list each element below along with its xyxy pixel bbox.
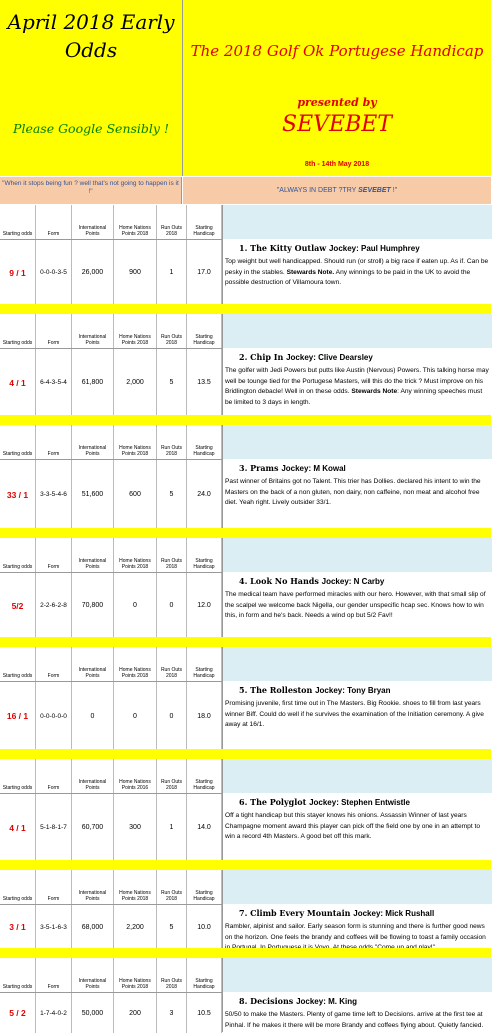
notes-text: Off a tight handicap but this stayer knows his onions. Assassin Winner of last years Champagne moment award this player can pick off the field one by one in an attempt to win a record 4th Masters. A good bet off this mark. xyxy=(225,812,480,840)
runner-name: Decisions xyxy=(250,996,297,1006)
runner-title xyxy=(225,992,489,1006)
notes-text: Top weight but well handicapped. Should run (or stroll) a big race if eaten up. As if. Can be pesky in the stables. xyxy=(225,258,489,276)
header-fill xyxy=(222,870,492,904)
column-header-row xyxy=(0,647,222,681)
column-header: Starting odds xyxy=(0,425,36,459)
runner-block xyxy=(0,314,491,425)
column-header: Home Nations Points 2018 xyxy=(114,425,157,459)
runner-name: Chip In xyxy=(250,352,287,362)
notes-text: The golfer with Jedi Powers but putts like Austin (Nervous) Powers. This talking horse may well be tounge tied for the Portugese Masters, will this do the trick ? Must improve on his Bridlington debacle! Well in on these odds. xyxy=(225,367,489,395)
column-header: Starting Handicap xyxy=(187,425,222,459)
stat-intl: 26,000 xyxy=(72,240,114,305)
column-header: Starting Handicap xyxy=(187,314,222,348)
runner-name: Prams xyxy=(250,463,282,473)
stat-form: 6-4-3-5-4 xyxy=(36,349,72,416)
stat-home: 0 xyxy=(114,682,157,750)
presented-by: presented by xyxy=(297,96,377,109)
stat-intl: 60,700 xyxy=(72,794,114,861)
runner-number: 6. xyxy=(239,797,251,807)
column-header: Starting Handicap xyxy=(187,538,222,572)
column-header: Home Nations Points 2016 xyxy=(114,759,157,793)
runner-title xyxy=(225,793,489,807)
notes-bold: Stewards Note. xyxy=(286,268,335,276)
header-fill xyxy=(222,425,492,459)
stat-home: 900 xyxy=(114,240,157,305)
stat-form: 5-1-8-1-7 xyxy=(36,794,72,861)
stat-home: 200 xyxy=(114,993,157,1033)
quote-left: "When it stops being fun ? well that's not going to happen is it !" xyxy=(0,177,182,204)
header-fill xyxy=(222,538,492,572)
runner-jockey: Jockey: Stephen Entwistle xyxy=(309,798,410,807)
stat-hcap: 13.5 xyxy=(187,349,222,416)
column-header-row xyxy=(0,759,222,793)
stat-hcap: 10.5 xyxy=(187,993,222,1033)
stat-runouts: 1 xyxy=(157,240,187,305)
header-fill xyxy=(222,205,492,239)
runner-title xyxy=(225,239,489,253)
stat-intl: 61,800 xyxy=(72,349,114,416)
notes-bold: Stewards Note xyxy=(351,388,398,395)
runner-number: 2. xyxy=(239,352,251,362)
runner-jockey: Jockey: Tony Bryan xyxy=(315,686,391,695)
runner-notes xyxy=(225,366,489,408)
header-right-panel xyxy=(183,0,491,176)
stat-runouts: 0 xyxy=(157,573,187,638)
column-header: International Points xyxy=(72,314,114,348)
column-header: Starting Handicap xyxy=(187,759,222,793)
runner-name: The Rolleston xyxy=(250,685,316,695)
runner-block xyxy=(0,425,491,538)
column-header: Starting Handicap xyxy=(187,205,222,239)
runner-notes xyxy=(225,590,489,622)
header-fill xyxy=(222,647,492,681)
column-header-row xyxy=(0,205,222,239)
runner-stats-row xyxy=(0,681,222,750)
runner-notes xyxy=(225,477,489,509)
notes-text: The medical team have performed miracles with our hero. However, with that small slip of the scalpel we welcome back Nigella, our gender unspecific hcap sec. Knows how to win this, in form and he's back. Needs a wind op but 5/2 Fav!! xyxy=(225,591,486,619)
runner-jockey: Jockey: Paul Humphrey xyxy=(328,244,420,253)
runner-name: The Kitty Outlaw xyxy=(250,243,329,253)
stat-home: 2,000 xyxy=(114,349,157,416)
column-header: Starting odds xyxy=(0,538,36,572)
column-header: Home Nations Points 2018 xyxy=(114,538,157,572)
header-fill xyxy=(222,314,492,348)
separator-strip xyxy=(0,528,491,538)
column-header-row xyxy=(0,870,222,904)
stat-home: 0 xyxy=(114,573,157,638)
column-header: International Points xyxy=(72,205,114,239)
runner-description xyxy=(222,572,491,637)
column-header: Form xyxy=(36,759,72,793)
column-header: Run Outs 2018 xyxy=(157,314,187,348)
column-header: Run Outs 2018 xyxy=(157,759,187,793)
stat-runouts: 3 xyxy=(157,993,187,1033)
column-header-row xyxy=(0,538,222,572)
stat-form: 3-3-5-4-6 xyxy=(36,460,72,529)
runner-jockey: Jockey: N Carby xyxy=(321,577,385,586)
column-header: International Points xyxy=(72,647,114,681)
stat-form: 1-7-4-0-2 xyxy=(36,993,72,1033)
stat-home: 600 xyxy=(114,460,157,529)
runner-name: Look No Hands xyxy=(250,576,322,586)
stat-form: 3-5-1-6-3 xyxy=(36,905,72,949)
column-header: International Points xyxy=(72,759,114,793)
runner-jockey: Jockey: Clive Dearsley xyxy=(286,353,373,362)
stat-home: 2,200 xyxy=(114,905,157,949)
header-left-panel xyxy=(0,0,183,176)
runner-name: The Polyglot xyxy=(250,797,310,807)
runner-description xyxy=(222,681,491,749)
runner-description xyxy=(222,239,491,304)
notes-text: 50/50 to make the Masters. Plenty of game time left to Decisions. arrive at the first tee at Pinhal. If he makes it there will be more Brandy and coffees flying about. Quietly fancied. xyxy=(225,1011,484,1029)
stat-intl: 51,600 xyxy=(72,460,114,529)
quote-right xyxy=(183,177,491,204)
stat-intl: 50,000 xyxy=(72,993,114,1033)
column-header: International Points xyxy=(72,538,114,572)
column-header-row xyxy=(0,425,222,459)
column-header: Starting odds xyxy=(0,958,36,992)
runner-title xyxy=(225,348,489,362)
notes-text: Promising juvenile, first time out in The Masters. Big Rookie. shoes to fill from last years winner Biff. Could do well if he survives the examination of the Initiation ceremony. A give away at 16/1. xyxy=(225,700,484,728)
runner-stats-row xyxy=(0,239,222,305)
separator-strip xyxy=(0,948,491,958)
quote-right-pre: "ALWAYS IN DEBT ?TRY xyxy=(276,187,359,194)
runner-stats-row xyxy=(0,904,222,949)
runner-notes xyxy=(225,257,489,289)
runner-description xyxy=(222,793,491,860)
runner-block xyxy=(0,647,491,759)
runner-notes xyxy=(225,811,489,843)
stat-intl: 0 xyxy=(72,682,114,750)
runner-block xyxy=(0,958,491,1029)
runner-jockey: Jockey: M. King xyxy=(296,997,357,1006)
column-header: International Points xyxy=(72,870,114,904)
event-dates: 8th - 14th May 2018 xyxy=(304,161,370,168)
stat-home: 300 xyxy=(114,794,157,861)
column-header: Form xyxy=(36,314,72,348)
column-header: Starting odds xyxy=(0,870,36,904)
stat-odds: 3 / 1 xyxy=(0,905,36,949)
runner-number: 5. xyxy=(239,685,251,695)
column-header: Run Outs 2018 xyxy=(157,425,187,459)
separator-strip xyxy=(0,637,491,647)
stat-runouts: 5 xyxy=(157,905,187,949)
column-header: Form xyxy=(36,870,72,904)
notes-tail: Any winnings to be paid in the UK to avoid the possible destruction of Villamoura town. xyxy=(225,268,471,286)
stat-odds: 5/2 xyxy=(0,573,36,638)
runner-jockey: Jockey: M Kowal xyxy=(281,464,346,473)
column-header: Form xyxy=(36,958,72,992)
runner-stats-row xyxy=(0,992,222,1033)
runner-stats-row xyxy=(0,572,222,638)
column-header: Starting odds xyxy=(0,759,36,793)
runner-stats-row xyxy=(0,348,222,416)
stat-hcap: 24.0 xyxy=(187,460,222,529)
runner-stats-row xyxy=(0,459,222,529)
column-header: Starting odds xyxy=(0,647,36,681)
runner-number: 4. xyxy=(239,576,251,586)
stat-form: 0-0-0-0-0 xyxy=(36,682,72,750)
column-header-row xyxy=(0,314,222,348)
stat-runouts: 5 xyxy=(157,349,187,416)
stat-runouts: 5 xyxy=(157,460,187,529)
column-header-row xyxy=(0,958,222,992)
stat-intl: 70,800 xyxy=(72,573,114,638)
stat-hcap: 10.0 xyxy=(187,905,222,949)
runner-title xyxy=(225,572,489,586)
stat-form: 2-2-6-2-8 xyxy=(36,573,72,638)
column-header: Home Nations Points 2018 xyxy=(114,958,157,992)
runner-number: 1. xyxy=(239,243,251,253)
stat-form: 0-0-0-3-5 xyxy=(36,240,72,305)
column-header: Run Outs 2018 xyxy=(157,647,187,681)
stat-odds: 33 / 1 xyxy=(0,460,36,529)
column-header: Form xyxy=(36,647,72,681)
runner-block xyxy=(0,538,491,647)
header-fill xyxy=(222,958,492,992)
header-fill xyxy=(222,759,492,793)
column-header: Form xyxy=(36,425,72,459)
runner-block xyxy=(0,870,491,958)
sponsor-name: SEVEBET xyxy=(282,112,392,137)
runner-number: 7. xyxy=(239,908,251,918)
stat-runouts: 1 xyxy=(157,794,187,861)
column-header: Home Nations Points 2018 xyxy=(114,205,157,239)
quote-right-brand: SEVEBET xyxy=(358,187,391,194)
column-header: Starting Handicap xyxy=(187,958,222,992)
runner-number: 8. xyxy=(239,996,251,1006)
column-header: Starting odds xyxy=(0,314,36,348)
google-note: Please Google Sensibly ! xyxy=(13,121,169,136)
column-header: Starting odds xyxy=(0,205,36,239)
stat-hcap: 18.0 xyxy=(187,682,222,750)
column-header: Starting Handicap xyxy=(187,870,222,904)
stat-odds: 5 / 2 xyxy=(0,993,36,1033)
runner-description xyxy=(222,459,491,528)
column-header: Home Nations Points 2018 xyxy=(114,870,157,904)
stat-odds: 4 / 1 xyxy=(0,349,36,416)
column-header: Home Nations Points 2018 xyxy=(114,647,157,681)
runner-block xyxy=(0,759,491,870)
notes-tail: : Any winning speeches must be limited to 3 days in length. xyxy=(225,388,483,406)
notes-text: Past winner of Britains got no Talent. This trier has Dollies. declared his intent to win the Masters on the back of a non gluten, non dairy, non caffeine, non meat and alcohol free diet. Yeah right. Lively outsider 33/1. xyxy=(225,478,481,506)
stat-intl: 68,000 xyxy=(72,905,114,949)
column-header: Form xyxy=(36,538,72,572)
runner-number: 3. xyxy=(239,463,251,473)
runner-description xyxy=(222,904,491,948)
separator-strip xyxy=(0,304,491,314)
runner-stats-row xyxy=(0,793,222,861)
runner-notes xyxy=(225,699,489,731)
stat-runouts: 0 xyxy=(157,682,187,750)
column-header: Starting Handicap xyxy=(187,647,222,681)
column-header: Home Nations Points 2018 xyxy=(114,314,157,348)
runner-description xyxy=(222,348,491,415)
runner-block xyxy=(0,205,491,314)
stat-odds: 9 / 1 xyxy=(0,240,36,305)
column-header: Run Outs 2018 xyxy=(157,205,187,239)
sheet-title: April 2018 Early Odds xyxy=(7,10,175,62)
separator-strip xyxy=(0,415,491,425)
separator-strip xyxy=(0,860,491,870)
column-header: International Points xyxy=(72,958,114,992)
event-title: The 2018 Golf Ok Portugese Handicap xyxy=(190,42,484,60)
stat-odds: 16 / 1 xyxy=(0,682,36,750)
notes-text: Rambler, alpinist and sailor. Early season form is stunning and there is further good news on the horizon. One feels the brandy and coffees will be flowing to toast a family occasion xyxy=(225,923,486,941)
separator-strip xyxy=(0,749,491,759)
stat-odds: 4 / 1 xyxy=(0,794,36,861)
column-header: Form xyxy=(36,205,72,239)
runner-jockey: Jockey: Mick Rushall xyxy=(353,909,435,918)
runner-title xyxy=(225,904,489,918)
column-header: International Points xyxy=(72,425,114,459)
stat-hcap: 17.0 xyxy=(187,240,222,305)
runner-notes xyxy=(225,1010,489,1031)
column-header: Run Outs 2018 xyxy=(157,870,187,904)
column-header: Run Outs 2018 xyxy=(157,958,187,992)
runner-title xyxy=(225,681,489,695)
stat-hcap: 14.0 xyxy=(187,794,222,861)
runner-description xyxy=(222,992,491,1032)
runner-title xyxy=(225,459,489,473)
runner-name: Climb Every Mountain xyxy=(250,908,354,918)
stat-hcap: 12.0 xyxy=(187,573,222,638)
quote-right-post: !" xyxy=(390,187,398,194)
column-header: Run Outs 2018 xyxy=(157,538,187,572)
